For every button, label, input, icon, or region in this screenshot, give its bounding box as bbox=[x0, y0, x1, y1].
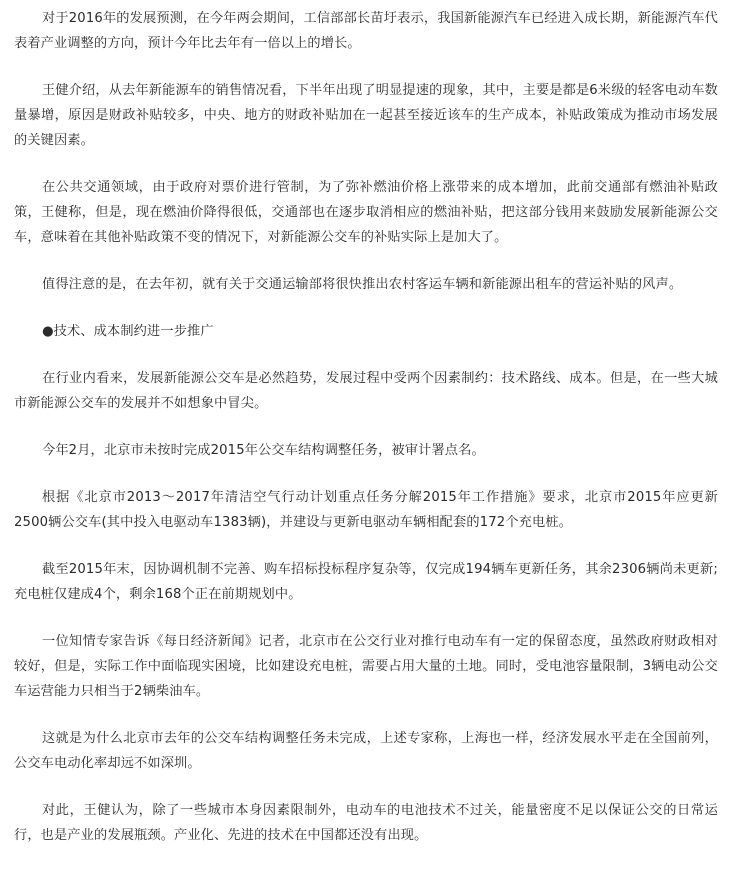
paragraph-2015-results: 截至2015年末，因协调机制不完善、购车招标投标程序复杂等，仅完成194辆车更新任务，其余2306辆尚未更新;充电桩仅建成4个，剩余168个正在前期规划中。 bbox=[14, 562, 718, 602]
paragraph-industry-view: 在行业内看来，发展新能源公交车是必然趋势，发展过程中受两个因素制约：技术路线、成本。但是，在一些大城市新能源公交车的发展并不如想象中冒尖。 bbox=[14, 371, 718, 411]
paragraph-2016-forecast: 对于2016年的发展预测，在今年两会期间，工信部部长苗圩表示，我国新能源汽车已经进入成长期，新能源汽车代表着产业调整的方向，预计今年比去年有一倍以上的增长。 bbox=[14, 11, 718, 51]
paragraph-subsidy-rumor: 值得注意的是，在去年初，就有关于交通运输部将很快推出农村客运车辆和新能源出租车的营运补贴的风声。 bbox=[42, 277, 683, 292]
paragraph-public-transport: 在公共交通领域，由于政府对票价进行管制，为了弥补燃油价格上涨带来的成本增加，此前交通部有燃油补贴政策，王健称，但是，现在燃油价降得很低，交通部也在逐步取消相应的燃油补贴，把这部分钱用来鼓励发展新能源公交车，意味着在其他补贴政策不变的情况下，对新能源公交车的补贴实际上是加大了。 bbox=[14, 180, 718, 245]
paragraph-expert-quote: 一位知情专家告诉《每日经济新闻》记者，北京市在公交行业对推行电动车有一定的保留态度，虽然政府财政相对较好，但是，实际工作中面临现实困境，比如建设充电桩，需要占用大量的土地。同时，受电池容量限制，3辆电动公交车运营能力只相当于2辆柴油车。 bbox=[14, 634, 718, 699]
paragraph-shanghai-comparison: 这就是为什么北京市去年的公交车结构调整任务未完成，上述专家称，上海也一样，经济发展水平走在全国前列，公交车电动化率却远不如深圳。 bbox=[14, 731, 718, 771]
paragraph-beijing-plan: 根据《北京市2013～2017年清洁空气行动计划重点任务分解2015年工作措施》要求，北京市2015年应更新2500辆公交车(其中投入电驱动车1383辆)，并建设与更新电驱动车辆相配套的172个充电桩。 bbox=[14, 490, 718, 530]
article-body bbox=[14, 6, 718, 870]
paragraph-sales-analysis: 王健介绍，从去年新能源车的销售情况看，下半年出现了明显提速的现象，其中，主要是都是6米级的轻客电动车数量暴增，原因是财政补贴较多，中央、地方的财政补贴加在一起甚至接近该车的生产成本，补贴政策成为推动市场发展的关键因素。 bbox=[14, 83, 718, 148]
paragraph-beijing-audit: 今年2月，北京市未按时完成2015年公交车结构调整任务，被审计署点名。 bbox=[42, 443, 485, 458]
paragraph-battery-bottleneck: 对此，王健认为，除了一些城市本身因素限制外，电动车的电池技术不过关，能量密度不足以保证公交的日常运行，也是产业的发展瓶颈。产业化、先进的技术在中国都还没有出现。 bbox=[14, 803, 718, 843]
section-heading-tech-cost: ●技术、成本制约进一步推广 bbox=[42, 324, 214, 339]
